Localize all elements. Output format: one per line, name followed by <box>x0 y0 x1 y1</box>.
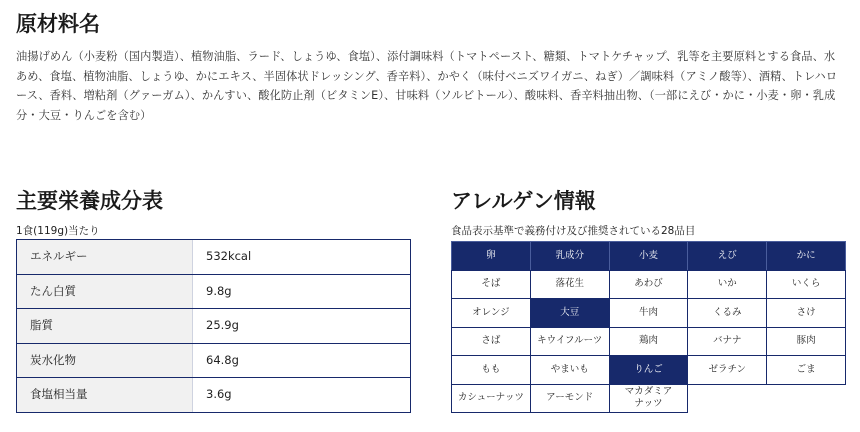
nutrition-row-fat <box>17 308 410 343</box>
nutrition-name: 炭水化物 <box>17 344 192 378</box>
nutrition-value: 25.9g <box>192 309 410 343</box>
allergen-cell: やまいも <box>530 355 610 385</box>
allergy-title: アレルゲン情報 <box>451 189 596 213</box>
nutrition-value: 64.8g <box>192 344 410 378</box>
allergen-cell: アーモンド <box>530 384 610 414</box>
allergen-cell: ゼラチン <box>687 355 767 385</box>
allergen-header-cell: 卵 <box>451 241 531 271</box>
allergen-cell: もも <box>451 355 531 385</box>
allergen-cell: さば <box>451 327 531 357</box>
nutrition-row-energy <box>17 240 410 274</box>
allergen-header-cell: えび <box>687 241 767 271</box>
nutrition-value: 532kcal <box>192 240 410 274</box>
allergen-header-cell: 小麦 <box>609 241 689 271</box>
allergen-header-cell: かに <box>766 241 846 271</box>
nutrition-name: エネルギー <box>17 240 192 274</box>
nutrition-row-salt <box>17 377 410 412</box>
nutrition-value: 9.8g <box>192 275 410 309</box>
nutrition-value: 3.6g <box>192 378 410 412</box>
allergen-cell: いくら <box>766 270 846 300</box>
allergen-cell: くるみ <box>687 298 767 328</box>
allergen-cell: いか <box>687 270 767 300</box>
allergen-grid <box>451 241 845 412</box>
nutrition-name: 脂質 <box>17 309 192 343</box>
ingredients-text: 油揚げめん（小麦粉（国内製造）、植物油脂、ラード、しょうゆ、食塩）、添付調味料（トマトペースト、糖類、トマトケチャップ、乳等を主要原料とする食品、水あめ、食塩、植物油脂、しょうゆ、かにエキス、半固体状ドレッシング、香辛料）、かやく（味付ベニズワイガニ、ねぎ）／調味料（アミノ酸等）、酒精、トレハロース、香料、増粘剤（グァーガム）、かんすい、酸化防止剤（ビタミンE）、甘味料（ソルビトール）、酸味料、香辛料抽出物、（一部にえび・かに・小麦・卵・乳成分・大豆・りんごを含む） <box>16 50 838 122</box>
ingredients-title: 原材料名 <box>16 12 100 36</box>
allergen-cell: キウイフルーツ <box>530 327 610 357</box>
nutrition-title: 主要栄養成分表 <box>16 189 163 213</box>
nutrition-table <box>16 239 411 413</box>
allergen-cell: バナナ <box>687 327 767 357</box>
allergen-cell: マカダミア ナッツ <box>609 384 689 414</box>
allergy-subtitle: 食品表示基準で義務付け及び推奨されている28品目 <box>451 225 696 237</box>
allergen-cell: さけ <box>766 298 846 328</box>
allergen-cell: そば <box>451 270 531 300</box>
allergen-cell: 牛肉 <box>609 298 689 328</box>
allergen-cell: カシューナッツ <box>451 384 531 414</box>
nutrition-row-carbohydrate <box>17 343 410 378</box>
nutrition-row-protein <box>17 274 410 309</box>
allergen-cell-contained: りんご <box>609 355 689 385</box>
allergen-cell: あわび <box>609 270 689 300</box>
allergen-cell: ごま <box>766 355 846 385</box>
nutrition-name: 食塩相当量 <box>17 378 192 412</box>
allergen-cell: 鶏肉 <box>609 327 689 357</box>
allergen-header-cell: 乳成分 <box>530 241 610 271</box>
allergen-cell: 落花生 <box>530 270 610 300</box>
nutrition-name: たん白質 <box>17 275 192 309</box>
allergen-cell: オレンジ <box>451 298 531 328</box>
allergen-cell-contained: 大豆 <box>530 298 610 328</box>
allergen-cell: 豚肉 <box>766 327 846 357</box>
nutrition-subtitle: 1食(119g)当たり <box>16 225 100 237</box>
